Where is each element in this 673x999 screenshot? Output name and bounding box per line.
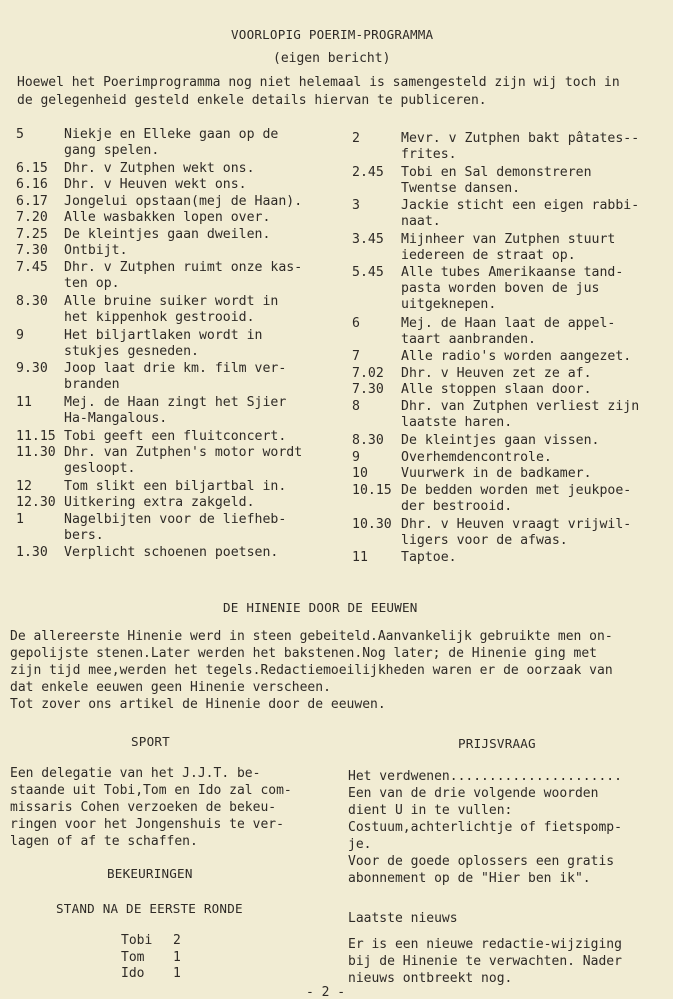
program-text: frites. bbox=[401, 147, 457, 162]
program-text: branden bbox=[64, 377, 120, 392]
sport-line: staande uit Tobi,Tom en Ido zal com- bbox=[10, 783, 292, 798]
program-time: 3 bbox=[352, 198, 360, 213]
hinenie-heading: DE HINENIE DOOR DE EEUWEN bbox=[223, 600, 418, 615]
page-number: - 2 - bbox=[306, 985, 346, 999]
program-text: Vuurwerk in de badkamer. bbox=[401, 466, 592, 481]
program-time: 11.30 bbox=[16, 445, 56, 460]
program-text: der bestrooid. bbox=[401, 499, 513, 514]
program-text: Alle wasbakken lopen over. bbox=[64, 210, 271, 225]
program-time: 7.45 bbox=[16, 260, 48, 275]
program-text: Jongelui opstaan(mej de Haan). bbox=[64, 194, 303, 209]
program-text: iedereen de straat op. bbox=[401, 248, 576, 263]
prijsvraag-line: dient U in te vullen: bbox=[348, 803, 513, 818]
program-time: 5.45 bbox=[352, 265, 384, 280]
program-text: Het biljartlaken wordt in bbox=[64, 328, 263, 343]
program-time: 7.30 bbox=[352, 382, 384, 397]
program-text: Taptoe. bbox=[401, 550, 457, 565]
program-text: Dhr. v Heuven vraagt vrijwil- bbox=[401, 517, 632, 532]
program-time: 6.17 bbox=[16, 194, 48, 209]
standings-name: Tobi bbox=[121, 933, 153, 948]
program-time: 11 bbox=[16, 395, 32, 410]
hinenie-line: dat enkele eeuwen geen Hinenie verscheen. bbox=[10, 680, 331, 695]
bekeuringen-heading: BEKEURINGEN bbox=[107, 866, 193, 881]
program-time: 8.30 bbox=[352, 433, 384, 448]
sport-line: ringen voor het Jongenshuis te ver- bbox=[10, 817, 284, 832]
program-text: Dhr. v Heuven wekt ons. bbox=[64, 177, 247, 192]
standings-score: 2 bbox=[173, 933, 181, 948]
laatste-nieuws-line: Er is een nieuwe redactie-wijziging bbox=[348, 937, 622, 952]
program-text: Dhr. v Zutphen wekt ons. bbox=[64, 161, 255, 176]
program-text: bers. bbox=[64, 528, 104, 543]
program-time: 11.15 bbox=[16, 429, 56, 444]
prijsvraag-heading: PRIJSVRAAG bbox=[458, 736, 536, 751]
program-text: stukjes gesneden. bbox=[64, 344, 199, 359]
program-text: Mej. de Haan zingt het Sjier bbox=[64, 395, 287, 410]
standings-score: 1 bbox=[173, 966, 181, 981]
program-text: De kleintjes gaan dweilen. bbox=[64, 227, 271, 242]
program-text: De kleintjes gaan vissen. bbox=[401, 433, 600, 448]
laatste-nieuws-line: bij de Hinenie te verwachten. Nader bbox=[348, 954, 622, 969]
program-text: Verplicht schoenen poetsen. bbox=[64, 545, 279, 560]
program-time: 6.16 bbox=[16, 177, 48, 192]
program-time: 9.30 bbox=[16, 361, 48, 376]
prijsvraag-line: Een van de drie volgende woorden bbox=[348, 786, 599, 801]
standings-name: Tom bbox=[121, 950, 145, 965]
program-text: ten op. bbox=[64, 276, 120, 291]
program-text: Overhemdencontrole. bbox=[401, 450, 552, 465]
standings-name: Ido bbox=[121, 966, 145, 981]
program-time: 6 bbox=[352, 316, 360, 331]
program-time: 7 bbox=[352, 349, 360, 364]
program-text: Tobi en Sal demonstreren bbox=[401, 165, 592, 180]
program-time: 12.30 bbox=[16, 495, 56, 510]
program-text: Uitkering extra zakgeld. bbox=[64, 495, 255, 510]
program-time: 9 bbox=[352, 450, 360, 465]
hinenie-line: De allereerste Hinenie werd in steen gebeiteld.Aanvankelijk gebruikte men on- bbox=[10, 629, 613, 644]
program-text: Mej. de Haan laat de appel- bbox=[401, 316, 616, 331]
program-text: Dhr. v Heuven zet ze af. bbox=[401, 366, 592, 381]
prijsvraag-line: je. bbox=[348, 837, 372, 852]
program-text: De bedden worden met jeukpoe- bbox=[401, 483, 632, 498]
program-text: Dhr. van Zutphen verliest zijn bbox=[401, 399, 640, 414]
sport-heading: SPORT bbox=[131, 734, 170, 749]
program-text: Niekje en Elleke gaan op de bbox=[64, 127, 279, 142]
program-time: 7.30 bbox=[16, 243, 48, 258]
sport-line: lagen of af te schaffen. bbox=[10, 834, 198, 849]
program-time: 8.30 bbox=[16, 294, 48, 309]
program-time: 8 bbox=[352, 399, 360, 414]
program-time: 10 bbox=[352, 466, 368, 481]
program-text: Mevr. v Zutphen bakt pâtates-- bbox=[401, 131, 640, 146]
program-title: VOORLOPIG POERIM-PROGRAMMA bbox=[231, 27, 434, 42]
program-text: laatste haren. bbox=[401, 415, 513, 430]
program-time: 9 bbox=[16, 328, 24, 343]
program-time: 10.15 bbox=[352, 483, 392, 498]
program-subtitle: (eigen bericht) bbox=[273, 51, 391, 66]
hinenie-line: zijn tijd mee,werden het tegels.Redactiemoeilijkheden waren er de oorzaak van bbox=[10, 663, 613, 678]
prijsvraag-line: Costuum,achterlichtje of fietspomp- bbox=[348, 820, 622, 835]
program-time: 7.20 bbox=[16, 210, 48, 225]
program-text: Dhr. v Zutphen ruimt onze kas- bbox=[64, 260, 303, 275]
program-time: 2.45 bbox=[352, 165, 384, 180]
program-time: 6.15 bbox=[16, 161, 48, 176]
program-time: 10.30 bbox=[352, 517, 392, 532]
program-time: 1 bbox=[16, 512, 24, 527]
program-text: gesloopt. bbox=[64, 461, 136, 476]
program-text: Ontbijt. bbox=[64, 243, 128, 258]
program-text: Dhr. van Zutphen's motor wordt bbox=[64, 445, 303, 460]
program-text: Nagelbijten voor de liefheb- bbox=[64, 512, 287, 527]
sport-line: missaris Cohen verzoeken de bekeu- bbox=[10, 800, 277, 815]
program-time: 1.30 bbox=[16, 545, 48, 560]
program-text: ligers voor de afwas. bbox=[401, 533, 568, 548]
prijsvraag-line: abonnement op de "Hier ben ik". bbox=[348, 871, 591, 886]
hinenie-line: Tot zover ons artikel de Hinenie door de eeuwen. bbox=[10, 697, 386, 712]
program-text: Joop laat drie km. film ver- bbox=[64, 361, 287, 376]
program-time: 7.02 bbox=[352, 366, 384, 381]
program-time: 7.25 bbox=[16, 227, 48, 242]
program-text: Ha-Mangalous. bbox=[64, 411, 168, 426]
program-text: Alle tubes Amerikaanse tand- bbox=[401, 265, 624, 280]
hinenie-line: gepolijste stenen.Later werden het bakstenen.Nog later; de Hinenie ging met bbox=[10, 646, 597, 661]
program-text: pasta worden boven de jus bbox=[401, 281, 600, 296]
program-text: Tom slikt een biljartbal in. bbox=[64, 479, 287, 494]
program-text: gang spelen. bbox=[64, 143, 160, 158]
program-text: Mijnheer van Zutphen stuurt bbox=[401, 232, 616, 247]
program-text: Alle bruine suiker wordt in bbox=[64, 294, 279, 309]
program-time: 2 bbox=[352, 131, 360, 146]
prijsvraag-line: Voor de goede oplossers een gratis bbox=[348, 854, 615, 869]
program-text: naat. bbox=[401, 214, 441, 229]
program-time: 11 bbox=[352, 550, 368, 565]
prijsvraag-line: Het verdwenen...................... bbox=[348, 769, 622, 784]
intro-line: Hoewel het Poerimprogramma nog niet helemaal is samengesteld zijn wij toch in bbox=[17, 75, 620, 90]
standings-score: 1 bbox=[173, 950, 181, 965]
program-text: het kippenhok gestrooid. bbox=[64, 310, 255, 325]
program-text: Jackie sticht een eigen rabbi- bbox=[401, 198, 640, 213]
laatste-nieuws-heading: Laatste nieuws bbox=[348, 911, 458, 926]
program-text: uitgeknepen. bbox=[401, 297, 497, 312]
program-time: 3.45 bbox=[352, 232, 384, 247]
laatste-nieuws-line: nieuws ontbreekt nog. bbox=[348, 971, 513, 986]
program-text: Tobi geeft een fluitconcert. bbox=[64, 429, 287, 444]
stand-heading: STAND NA DE EERSTE RONDE bbox=[56, 901, 243, 916]
program-time: 5 bbox=[16, 127, 24, 142]
intro-line: de gelegenheid gesteld enkele details hiervan te publiceren. bbox=[17, 93, 487, 108]
program-text: Twentse dansen. bbox=[401, 181, 521, 196]
program-time: 12 bbox=[16, 479, 32, 494]
program-text: Alle stoppen slaan door. bbox=[401, 382, 592, 397]
program-text: Alle radio's worden aangezet. bbox=[401, 349, 632, 364]
sport-line: Een delegatie van het J.J.T. be- bbox=[10, 766, 261, 781]
program-text: taart aanbranden. bbox=[401, 332, 536, 347]
